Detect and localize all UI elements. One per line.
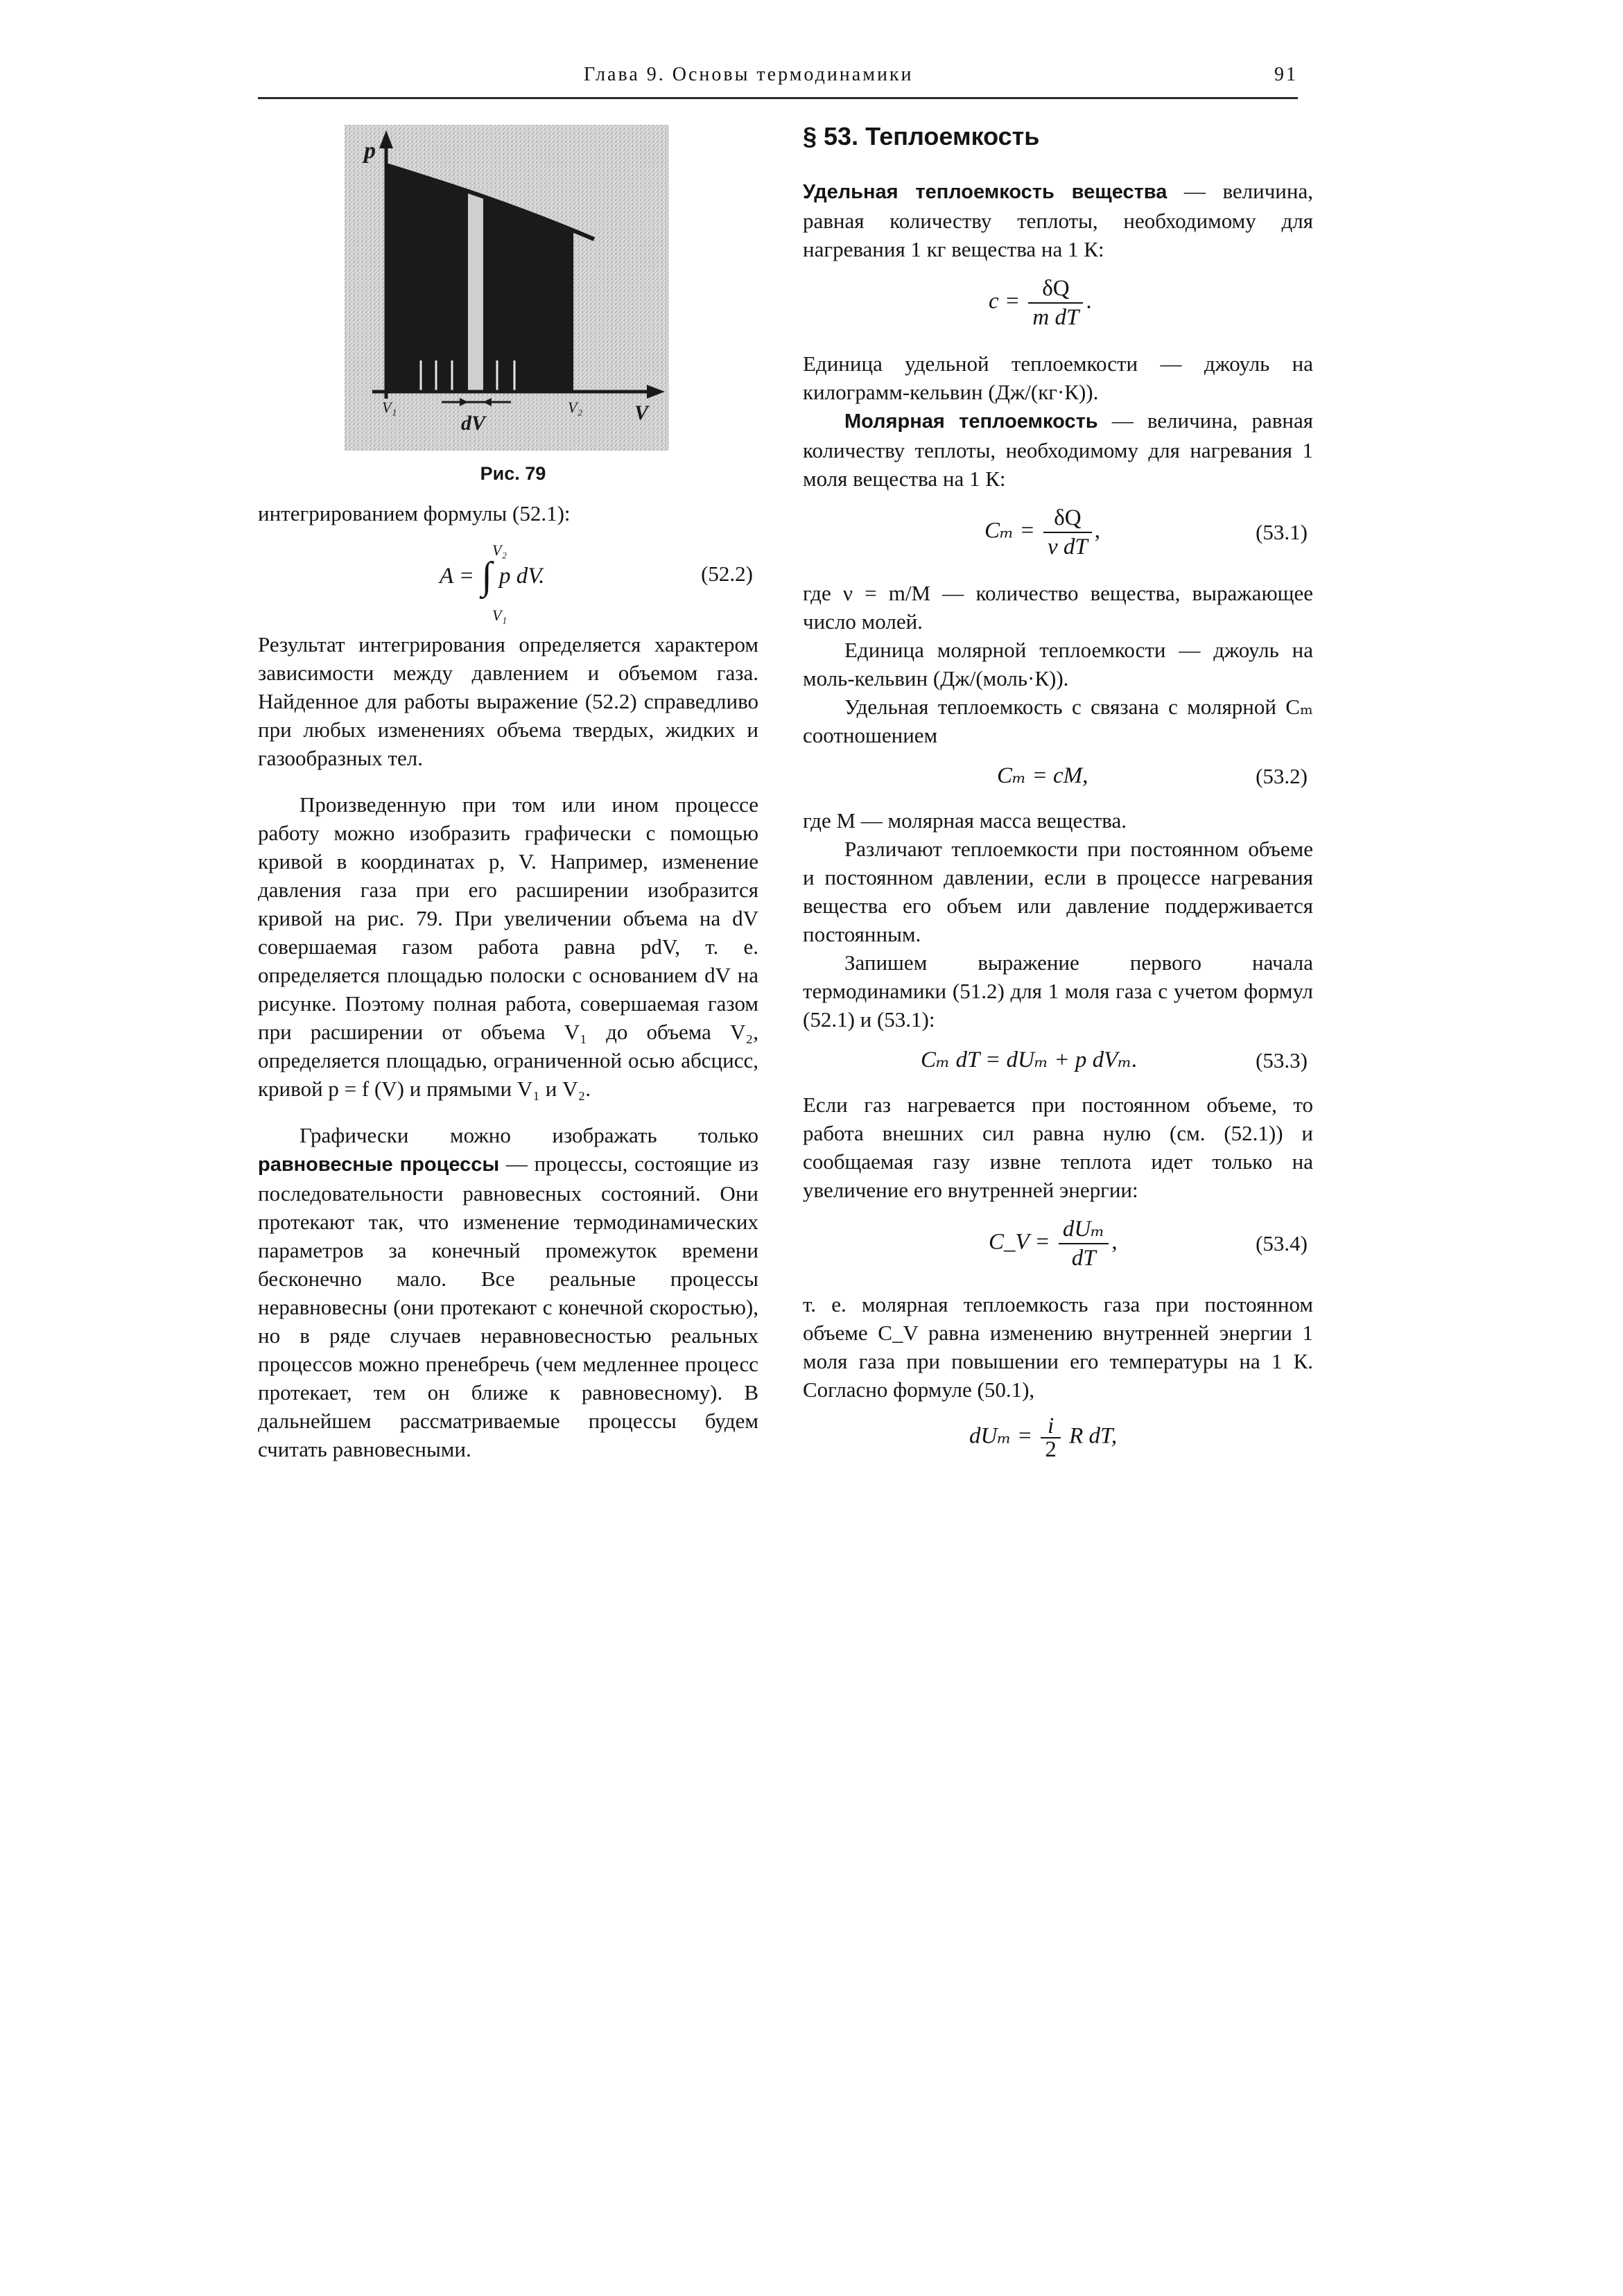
p3-post: — процессы, состоящие из последовательности равновесных состояний. Они протекают так, что изменение термодинамических параметров за конечный промежуток времени бесконечно мало. Все реальные процессы неравновесны (они протекают с конечной скоростью), но в ряде случаев неравновесностью реальных процессов можно пренебречь (чем медленнее процесс протекает, тем он ближе к равновесному). В дальнейшем рассматриваемые процессы будем считать равновесными.: [258, 1151, 759, 1461]
eq-c-fraction: [1028, 275, 1083, 331]
eq-52-2-lower: V₁: [492, 607, 507, 624]
eq-du-tail: R dT,: [1069, 1423, 1118, 1449]
left-paragraph-1: Результат интегрирования определяется характером зависимости между давлением и объемом газа. Найденное для работы выражение (52.2) справедливо при любых изменениях объема твердых, жидких и газообразных тел.: [258, 632, 758, 770]
equation-c: [803, 273, 1313, 340]
equation-53-3: [803, 1043, 1313, 1081]
eq-c-den: m dT: [1032, 305, 1079, 330]
equation-du: [803, 1414, 1313, 1480]
equation-52-2: [258, 537, 758, 624]
eq-53-3-number: (53.3): [1256, 1048, 1308, 1072]
right-paragraph-5: Единица молярной теплоемкости — джоуль на моль-кельвин (Дж/(моль·К)).: [803, 638, 1313, 690]
eq-du-lhs: dUₘ =: [969, 1423, 1033, 1449]
right-paragraph-1: [803, 177, 1313, 263]
running-title: Глава 9. Основы термодинамики: [584, 64, 914, 85]
left-paragraph-2: Произведенную при том или ином процессе работу можно изобразить графически с помощью кривой в координатах p, V. Например, изменение давления газа при его расширении изобразится кривой на рис. 79. При увеличении объема на dV совершаемая газом работа равна pdV, т. е. определяется площадью полоски с основанием dV на рисунке. Поэтому полная работа, совершаемая газом при расширении от объема V₁ до объема V₂, определяется площадью, ограниченной осью абсцисс, кривой p = f (V) и прямыми V₁ и V₂.: [258, 792, 758, 1101]
right-column: [803, 121, 1313, 1490]
eq-c-num: δQ: [1028, 275, 1083, 304]
eq-52-2-lhs: A =: [440, 564, 475, 589]
p1-rest: — величина, равная количеству теплоты, необходимому для нагревания 1 кг вещества на 1 К:: [803, 179, 1313, 261]
intro-line: интегрированием формулы (52.1):: [258, 501, 571, 525]
p3-rest: — величина, равная количеству теплоты, необходимому для нагревания 1 моля вещества на 1 К:: [803, 408, 1313, 491]
eq-53-4-fraction: [1059, 1215, 1109, 1272]
page-number: 91: [1274, 64, 1298, 85]
axis-label-v: V: [634, 401, 649, 424]
term-equilibrium-processes: равновесные процессы: [258, 1154, 500, 1176]
p3-pre: Графически можно изображать только: [300, 1123, 758, 1147]
term-specific-heat: Удельная теплоемкость вещества: [803, 181, 1168, 203]
label-v1: V₁: [382, 399, 397, 416]
eq-53-1-den: ν dT: [1048, 534, 1088, 559]
right-paragraph-6: Удельная теплоемкость c связана с молярной Cₘ соотношением: [803, 695, 1313, 747]
eq-c-lhs: c =: [989, 288, 1021, 314]
running-header: [258, 61, 1298, 99]
right-paragraph-8: Различают теплоемкости при постоянном объеме и постоянном давлении, если в процессе нагревания вещества его объем или давление поддерживается постоянным.: [803, 837, 1313, 946]
eq-53-4-lhs: C_V =: [989, 1229, 1050, 1255]
right-paragraph-11: т. е. молярная теплоемкость газа при постоянном объеме C_V равна изменению внутренней энергии 1 моля газа при повышении его температуры на 1 К. Согласно формуле (50.1),: [803, 1292, 1313, 1402]
eq-52-2-body: p dV.: [498, 564, 545, 589]
eq-c-tail: .: [1086, 288, 1092, 314]
eq-53-4-den: dT: [1071, 1246, 1096, 1271]
eq-53-3-expr: Cₘ dT = dUₘ + p dVₘ.: [921, 1047, 1138, 1072]
left-paragraph-3: [258, 1121, 758, 1463]
eq-du-num: i: [1048, 1414, 1054, 1438]
equation-53-1: [803, 503, 1313, 569]
axis-label-p: p: [364, 138, 376, 164]
eq-53-1-lhs: Cₘ =: [984, 518, 1035, 543]
eq-52-2-number: (52.2): [701, 562, 753, 586]
eq-53-1-num: δQ: [1043, 504, 1092, 533]
eq-53-1-number: (53.1): [1256, 520, 1308, 544]
eq-53-1-tail: ,: [1094, 518, 1101, 543]
integral-icon: ∫: [481, 555, 492, 598]
eq-du-den: 2: [1045, 1437, 1057, 1462]
eq-53-4-num: dUₘ: [1062, 1217, 1105, 1242]
right-paragraph-3: [803, 406, 1313, 493]
figure-79: [345, 125, 669, 451]
left-column: [258, 499, 758, 1463]
eq-53-1-fraction: [1043, 504, 1092, 561]
eq-53-4-number: (53.4): [1256, 1231, 1308, 1255]
equation-53-4: [803, 1214, 1313, 1280]
eq-52-2-upper: V₂: [492, 541, 507, 559]
eq-53-2-number: (53.2): [1256, 764, 1308, 788]
term-molar-heat: Молярная теплоемкость: [844, 410, 1098, 433]
right-paragraph-9: Запишем выражение первого начала термодинамики (51.2) для 1 моля газа с учетом формул (52.1) и (53.1):: [803, 950, 1313, 1032]
equation-53-2: [803, 759, 1313, 797]
dv-strip: [468, 189, 483, 392]
eq-53-4-tail: ,: [1111, 1229, 1118, 1255]
right-paragraph-7: где M — молярная масса вещества.: [803, 808, 1127, 833]
pv-diagram: [345, 125, 669, 451]
right-paragraph-10: Если газ нагревается при постоянном объеме, то работа внешних сил равна нулю (см. (52.1)) и сообщаемая газу извне теплота идет только на увеличение его внутренней энергии:: [803, 1093, 1313, 1202]
right-paragraph-2: Единица удельной теплоемкости — джоуль на килограмм-кельвин (Дж/(кг·К)).: [803, 351, 1313, 404]
figure-caption: Рис. 79: [480, 463, 546, 484]
eq-du-fraction: [1041, 1415, 1061, 1461]
section-title: § 53. Теплоемкость: [803, 122, 1040, 150]
eq-53-2-expr: Cₘ = cM,: [997, 763, 1088, 788]
right-paragraph-4: где ν = m/M — количество вещества, выражающее число молей.: [803, 581, 1313, 634]
label-dv: dV: [461, 412, 486, 435]
label-v2: V₂: [568, 399, 583, 416]
